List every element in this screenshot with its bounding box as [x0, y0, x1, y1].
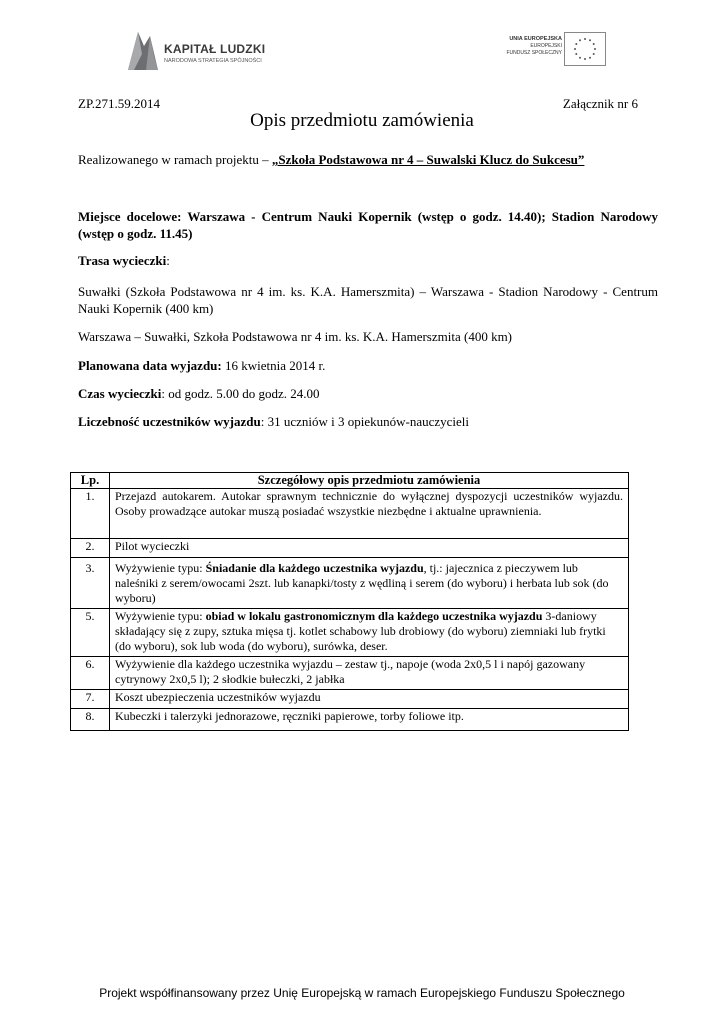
row-text: Przejazd autokarem. Autokar sprawnym technicznie do wyłącznej dyspozycji uczestników wyjazdu. Osoby prowadzące autokar muszą posiadać wszystkie niezbędne i aktualne uprawnienia.	[110, 489, 629, 539]
specification-table	[70, 472, 629, 731]
row-number: 2.	[71, 539, 110, 558]
row-text	[110, 609, 629, 657]
eu-line3: FUNDUSZ SPOŁECZNY	[506, 50, 562, 56]
eu-line2: EUROPEJSKI	[530, 43, 562, 49]
route-label: Trasa wycieczki	[78, 253, 167, 268]
footer-cofinancing-note: Projekt współfinansowany przez Unię Europejską w ramach Europejskiego Funduszu Społecznego	[99, 986, 625, 1000]
eu-flag-icon	[564, 32, 606, 66]
time-label: Czas wycieczki	[78, 386, 162, 401]
time-value: : od godz. 5.00 do godz. 24.00	[161, 386, 320, 401]
table-row	[71, 657, 629, 690]
document-title: Opis przedmiotu zamówienia	[250, 110, 474, 131]
row-text: Wyżywienie dla każdego uczestnika wyjazdu – zestaw tj., napoje (woda 2x0,5 l i napój gazowany cytrynowy 2x0,5 l); 2 słodkie bułeczki, 2 jabłka	[110, 657, 629, 690]
date-label: Planowana data wyjazdu:	[78, 358, 222, 373]
project-line	[78, 151, 658, 168]
project-prefix: Realizowanego w ramach projektu –	[78, 152, 272, 167]
kapital-ludzki-title: KAPITAŁ LUDZKI	[164, 42, 266, 56]
eu-logo	[496, 32, 606, 68]
count-value: : 31 uczniów i 3 opiekunów-nauczycieli	[260, 414, 470, 429]
eu-logo-text	[506, 36, 562, 57]
reference-number: ZP.271.59.2014	[78, 96, 160, 111]
row-text-post: 3-daniowy składający się z zupy, sztuka mięsa tj. kotlet schabowy lub drobiowy (do wyboru) ziemniaki lub frytki (do wyboru), sok lub woda (do wyboru), surówka, deser.	[115, 609, 606, 653]
kapital-ludzki-logo	[124, 26, 264, 78]
trip-time	[78, 385, 658, 402]
route-outbound: Suwałki (Szkoła Podstawowa nr 4 im. ks. K.A. Hamerszmita) – Warszawa - Stadion Narodowy - Centrum Nauki Kopernik (400 km)	[78, 284, 658, 316]
eu-line1: UNIA EUROPEJSKA	[509, 36, 562, 42]
row-number: 7.	[71, 690, 110, 709]
row-text-post: , tj.: jajecznica z pieczywem lub naleśniki z serem/owocami 2szt. lub kanapki/tosty z wędliną i serem (do wyboru) i herbata lub sok (do wyboru)	[115, 561, 609, 605]
project-name: „Szkoła Podstawowa nr 4 – Suwalski Klucz do Sukcesu”	[271, 152, 585, 167]
row-text-pre: Wyżywienie typu:	[115, 609, 206, 623]
row-number: 6.	[71, 657, 110, 690]
row-number: 3.	[71, 558, 110, 609]
table-row	[71, 558, 629, 609]
departure-date	[78, 357, 658, 374]
route-colon: :	[166, 253, 170, 268]
participant-count	[78, 413, 658, 430]
table-header-row	[71, 473, 629, 489]
row-number: 8.	[71, 709, 110, 731]
kapital-ludzki-emblem-icon	[124, 26, 160, 74]
table-row	[71, 489, 629, 539]
col-desc-header: Szczegółowy opis przedmiotu zamówienia	[110, 473, 629, 489]
col-lp-header: Lp.	[71, 473, 110, 489]
table-row	[71, 709, 629, 731]
destination: Miejsce docelowe: Warszawa - Centrum Nauki Kopernik (wstęp o godz. 14.40); Stadion Narodowy (wstęp o godz. 11.45)	[78, 209, 658, 241]
row-number: 5.	[71, 609, 110, 657]
row-text-bold: obiad w lokalu gastronomicznym dla każdego uczestnika wyjazdu	[205, 609, 543, 623]
attachment-label: Załącznik nr 6	[562, 96, 638, 111]
row-text: Koszt ubezpieczenia uczestników wyjazdu	[110, 690, 629, 709]
row-text: Pilot wycieczki	[110, 539, 629, 558]
count-label: Liczebność uczestników wyjazdu	[78, 414, 261, 429]
route-heading	[78, 252, 658, 269]
table-row	[71, 609, 629, 657]
row-text-pre: Wyżywienie typu:	[115, 561, 206, 575]
date-value: 16 kwietnia 2014 r.	[221, 358, 326, 373]
row-number: 1.	[71, 489, 110, 539]
route-return: Warszawa – Suwałki, Szkoła Podstawowa nr 4 im. ks. K.A. Hamerszmita (400 km)	[78, 329, 513, 344]
table-row	[71, 539, 629, 558]
row-text: Kubeczki i talerzyki jednorazowe, ręczniki papierowe, torby foliowe itp.	[110, 709, 629, 731]
table-row	[71, 690, 629, 709]
row-text	[110, 558, 629, 609]
kapital-ludzki-subtitle: NARODOWA STRATEGIA SPÓJNOŚCI	[164, 58, 262, 64]
row-text-bold: Śniadanie dla każdego uczestnika wyjazdu	[205, 561, 424, 575]
